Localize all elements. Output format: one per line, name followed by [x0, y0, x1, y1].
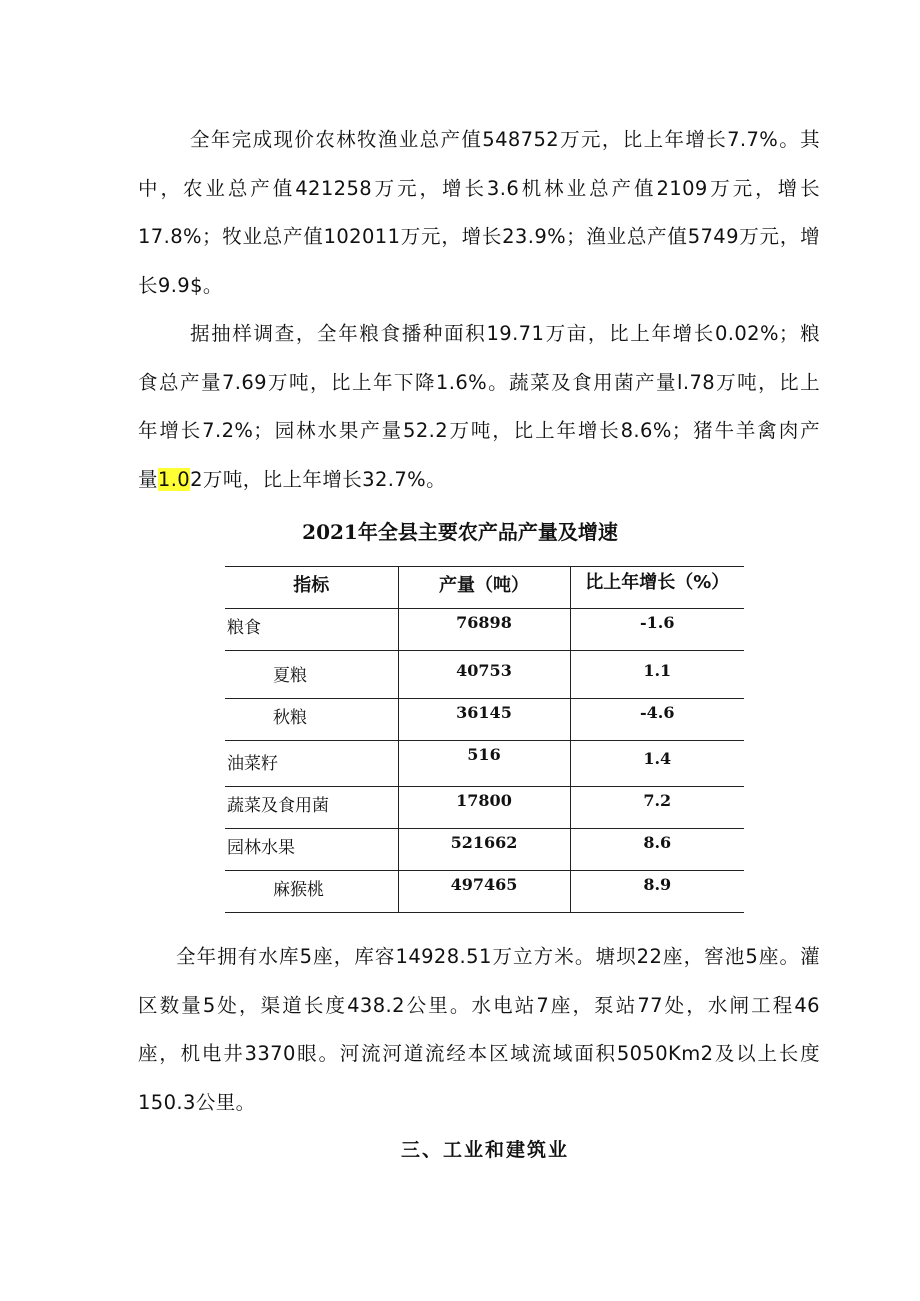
text-fragment: 2万吨，比上年增长32.7%。	[190, 467, 446, 491]
row-output: 497465	[398, 871, 570, 913]
table-row	[225, 829, 744, 871]
agri-production-table	[225, 566, 744, 913]
header-output: 产量（吨）	[398, 567, 570, 609]
table-row	[225, 741, 744, 787]
row-growth: 8.6	[570, 829, 744, 871]
row-growth: -1.6	[570, 609, 744, 651]
row-name: 油菜籽	[227, 754, 278, 774]
row-growth: 1.4	[570, 741, 744, 787]
row-output: 36145	[398, 699, 570, 741]
text-line: 食总产量7.69万吨，比上年下降1.6%。蔬菜及食用菌产量l.78万吨，比上	[138, 370, 820, 394]
row-growth: 1.1	[570, 651, 744, 699]
text-fragment: 量	[138, 467, 158, 491]
row-output: 516	[398, 741, 570, 787]
text-line: 区数量5处，渠道长度438.2公里。水电站7座，泵站77处，水闸工程46	[138, 993, 820, 1017]
row-output: 521662	[398, 829, 570, 871]
paragraph-agri-output	[138, 116, 820, 310]
paragraph-sample-survey	[138, 310, 820, 504]
row-name: 蔬菜及食用菌	[227, 796, 329, 816]
paragraph-water-facilities	[138, 933, 820, 1127]
text-line: 据抽样调查，全年粮食播种面积19.71万亩，比上年增长0.02%；粮	[190, 322, 820, 345]
text-line: 中，农业总产值421258万元，增长3.6机林业总产值2109万元，增长	[138, 176, 820, 200]
text-line: 年增长7.2%；园林水果产量52.2万吨，比上年增长8.6%；猪牛羊禽肉产	[138, 419, 820, 442]
table-row	[225, 787, 744, 829]
row-output: 17800	[398, 787, 570, 829]
text-line: 17.8%；牧业总产值102011万元，增长23.9%；渔业总产值5749万元，增	[138, 225, 820, 248]
row-growth: -4.6	[570, 699, 744, 741]
header-growth: 比上年增长（%）	[570, 567, 744, 609]
text-line: 全年完成现价农林牧渔业总产值548752万元，比上年增长7.7%。其	[190, 128, 820, 151]
table-row	[225, 651, 744, 699]
row-name: 粮食	[227, 618, 261, 638]
table-row	[225, 871, 744, 913]
section-heading: 三、工业和建筑业	[400, 1139, 569, 1161]
text-line: 座，机电井3370眼。河流河道流经本区域流域面积5050Km2及以上长度	[138, 1042, 820, 1065]
row-name: 麻猴桃	[273, 880, 324, 900]
row-output: 40753	[398, 651, 570, 699]
text-line	[138, 456, 820, 505]
table-row	[225, 699, 744, 741]
row-growth: 8.9	[570, 871, 744, 913]
table-row	[225, 609, 744, 651]
text-line: 全年拥有水库5座，库容14928.51万立方米。塘坝22座，窖池5座。灌	[176, 945, 820, 968]
row-growth: 7.2	[570, 787, 744, 829]
header-indicator: 指标	[293, 575, 330, 596]
row-output: 76898	[398, 609, 570, 651]
row-name: 夏粮	[273, 666, 307, 686]
text-line: 长9.9$。	[138, 273, 223, 297]
row-name: 秋粮	[273, 708, 307, 728]
table-header-row	[225, 567, 744, 609]
table-title: 2021年全县主要农产品产量及增速	[302, 520, 618, 544]
text-line: 150.3公里。	[138, 1090, 256, 1114]
highlighted-text: 1.0	[157, 467, 191, 491]
row-name: 园林水果	[227, 838, 295, 858]
